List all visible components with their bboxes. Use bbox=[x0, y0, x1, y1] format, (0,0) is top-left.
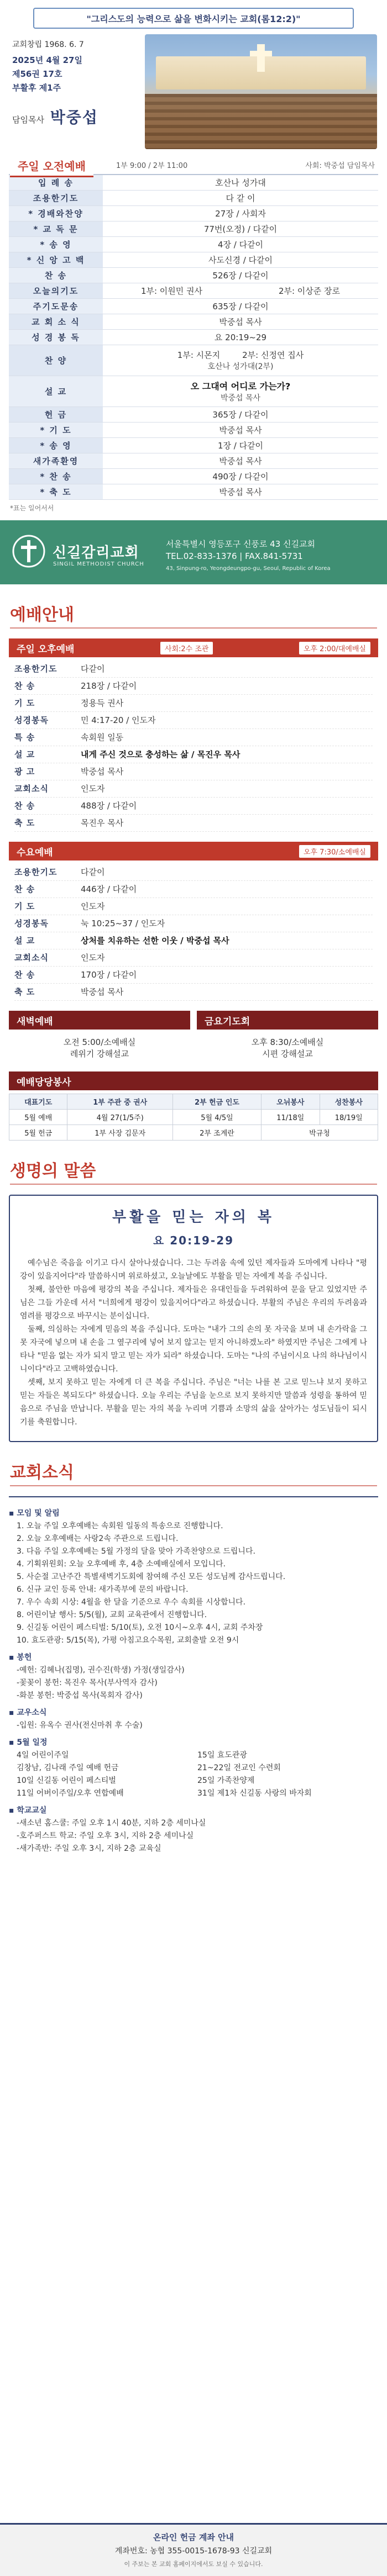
order-row: 새가족환영 박중섭 목사 bbox=[9, 453, 378, 469]
list-item: 교회소식 인도자 bbox=[14, 949, 373, 967]
news-heading: 교회소식 bbox=[0, 1442, 387, 1491]
list-item: 교회소식 인도자 bbox=[14, 780, 373, 798]
list-item: 8. 어린이날 행사: 5/5(월), 교회 교육관에서 진행합니다. bbox=[17, 1611, 207, 1619]
order-row: 입 례 송 호산나 성가대 bbox=[9, 175, 378, 191]
order-row: * 찬 송 490장 / 다같이 bbox=[9, 469, 378, 484]
paragraph: 예수님은 죽음을 이기고 다시 살아나셨습니다. 그는 두려움 속에 있던 제자들과 도마에게 나타나 "평강이 있을지어다"라 말씀하시며 위로하셨고, 오늘날에도 부활을 믿는 자에게 복을 주십니다. bbox=[20, 1259, 367, 1281]
schedule-grid: 4일 어린이주일 15일 효도관광 김창남, 김나래 주일 예배 헌금 21~22일 전교인 수련회 10일 신길동 어린이 페스티벌 25일 가족찬양제 11일 어버이주일/오후 연합예배 31일 제1차 신길동 사랑의 바자회 bbox=[17, 1751, 312, 1798]
list-item: 광 고 박중섭 목사 bbox=[14, 763, 373, 780]
main-service-leader: 사회: 박중섭 담임목사 bbox=[305, 162, 375, 170]
sermon-title: 오 그대여 어디로 가는가? bbox=[190, 381, 291, 392]
list-item: 6. 신규 교인 등록 안내: 새가족부에 문의 바랍니다. bbox=[17, 1585, 189, 1594]
list-item: 5. 사순절 고난주간 특별새벽기도회에 참여해 주신 모든 성도님께 감사드립니다. bbox=[17, 1572, 286, 1581]
order-row: 찬 양 1부: 시몬지 2부: 신정연 집사 호산나 성가대(2부) bbox=[9, 345, 378, 376]
sanctuary-photo bbox=[145, 34, 377, 149]
dawn-friday-row bbox=[9, 1011, 378, 1066]
order-row: * 신 앙 고 백 사도신경 / 다같이 bbox=[9, 252, 378, 268]
footer-note: 이 주보는 본 교회 홈페이지에서도 보실 수 있습니다. bbox=[124, 2561, 263, 2568]
pastor-name: 박중섭 bbox=[50, 108, 98, 126]
list-item: 축 도 목진우 목사 bbox=[14, 815, 373, 832]
church-address-english: 43, Sinpung-ro, Yeongdeungpo-gu, Seoul, Republic of Korea bbox=[166, 566, 331, 572]
church-motto: "그리스도의 능력으로 삶을 변화시키는 교회(롬12:2)" bbox=[33, 8, 354, 29]
church-name-english: SINGIL METHODIST CHURCH bbox=[53, 561, 144, 567]
list-item: 찬 송 446장 / 다같이 bbox=[14, 881, 373, 898]
church-logo-icon bbox=[12, 535, 45, 568]
church-address: 서울특별시 영등포구 신풍로 43 신길교회 bbox=[166, 539, 316, 549]
standing-note: *표는 일어서서 bbox=[10, 504, 54, 512]
order-of-worship bbox=[9, 174, 378, 500]
order-row: * 기 도 박중섭 목사 bbox=[9, 423, 378, 438]
list-item: -새소년 홈스쿨: 주일 오후 1시 40분, 지하 2층 세미나실 bbox=[17, 1819, 206, 1828]
order-row: 성 경 봉 독 요 20:19~29 bbox=[9, 330, 378, 345]
dawn-service: 새벽예배 오전 5:00/소예배실 레위기 강해설교 bbox=[9, 1011, 190, 1066]
paragraph: 둘째, 의심하는 자에게 믿음의 복을 주십니다. 도마는 "내가 그의 손의 못 자국을 보며 내 손가락을 그 못 자국에 넣으며 내 손을 그 옆구리에 넣어 보지 않고는 믿지 아니하겠노라" 하였지만 주님은 그에게 나타나 "믿음 없는 자가 되지 말고 믿는 자가 되라" 하셨습니다. 도마는 "나의 주님이시요 나의 하나님이시니이다"라고 고백하였습니다. bbox=[20, 1325, 367, 1374]
order-row: 조용한기도 다 같 이 bbox=[9, 191, 378, 206]
list-item: 9. 신길동 어린이 페스티벌: 5/10(토), 오전 10시~오후 4시, 교회 주차장 bbox=[17, 1623, 263, 1632]
friday-prayer: 금요기도회 오후 8:30/소예배실 시편 강해설교 bbox=[197, 1011, 378, 1066]
table-row: 5월 헌금 1부 사장 김문자 2부 조계란 박규청 bbox=[9, 1125, 378, 1141]
liturgical-season: 부활후 제1주 bbox=[12, 83, 61, 93]
list-item: 찬 송 488장 / 다같이 bbox=[14, 798, 373, 815]
order-row: * 송 영 1장 / 다같이 bbox=[9, 438, 378, 453]
list-item: 1. 오늘 주일 오후예배는 속회원 일동의 특송으로 진행합니다. bbox=[17, 1522, 223, 1530]
table-row: 5월 예배 4월 27(1/5주) 5월 4/5일 11/18일 18/19일 bbox=[9, 1110, 378, 1125]
order-row: 오늘의기도 1부: 이원민 권사 2부: 이상준 장로 bbox=[9, 283, 378, 299]
list-item: -입원: 유옥수 권사(전신마취 후 수술) bbox=[17, 1721, 143, 1730]
list-item: -꽃꽂이 봉헌: 목진우 목사(부사역자 감사) bbox=[17, 1678, 158, 1687]
list-item: -호주퍼스트 학교: 주일 오후 3시, 지하 2층 세미나실 bbox=[17, 1831, 194, 1840]
church-name: 신길감리교회 bbox=[53, 545, 139, 561]
main-service-time: 1부 9:00 / 2부 11:00 bbox=[116, 162, 188, 170]
offering-account-title: 온라인 헌금 계좌 안내 bbox=[153, 2532, 234, 2542]
order-row: * 경배와찬양 27장 / 사회자 bbox=[9, 206, 378, 221]
sermon-title: 부활을 믿는 자의 복 bbox=[112, 1209, 275, 1226]
main-service-heading bbox=[0, 152, 387, 174]
list-item: 성경봉독 눅 10:25~37 / 인도자 bbox=[14, 915, 373, 932]
sermon-verse: 요 20:19-29 bbox=[153, 1234, 234, 1247]
list-item: 축 도 박중섭 목사 bbox=[14, 984, 373, 1001]
order-row: * 교 독 문 77번(오정) / 다같이 bbox=[9, 221, 378, 237]
order-row: 헌 금 365장 / 다같이 bbox=[9, 407, 378, 423]
list-item: 찬 송 170장 / 다같이 bbox=[14, 967, 373, 984]
bulletin-footer bbox=[0, 2523, 387, 2576]
pastor-label: 담임목사 bbox=[12, 115, 44, 125]
church-banner bbox=[0, 520, 387, 584]
list-item: 7. 우수 속회 시상: 4월을 한 달을 기준으로 우수 속회를 시상합니다. bbox=[17, 1598, 246, 1607]
list-item: 특 송 속회원 일동 bbox=[14, 729, 373, 746]
list-item: 조용한기도 다같이 bbox=[14, 864, 373, 881]
worship-guide-heading: 예배안내 bbox=[0, 584, 387, 633]
pastor-line bbox=[12, 105, 139, 128]
order-row: 교 회 소 식 박중섭 목사 bbox=[9, 314, 378, 330]
list-item: 기 도 인도자 bbox=[14, 898, 373, 915]
order-row: 찬 송 526장 / 다같이 bbox=[9, 268, 378, 283]
offering-account-number: 계좌번호: 농협 355-0015-1678-93 신길교회 bbox=[114, 2547, 273, 2556]
list-item: 4. 기획위원회: 오늘 오후예배 후, 4층 소예배실에서 모입니다. bbox=[17, 1560, 226, 1569]
list-item: -예헌: 김혜나(집명), 권수진(학생) 가정(생일감사) bbox=[17, 1666, 185, 1675]
afternoon-service: 주일 오후예배 사회:2수 조관 오후 2:00/대예배실 조용한기도 다같이 찬 송 218장 / 다같이 기 도 정용득 권사 성경봉독 민 4:17-20 / 인도자 특 송 속회원 일동 설 교 내게 주신 것으로 충성하는 삶 / 목진우 목사 광 고 박중섭 목사 교회소식 인도자 찬 송 488장 / 다같이 축 도 목진우 목사 bbox=[9, 638, 378, 836]
list-item: -화분 봉헌: 박중섭 목사(목회자 감사) bbox=[17, 1691, 143, 1700]
church-news: ▪ 모임 및 알림 1. 오늘 주일 오후예배는 속회원 일동의 특송으로 진행합니다. 2. 오늘 오후예배는 사랑2속 주관으로 드립니다. 3. 다음 주일 오후예배는 5월 가정의 달을 맞아 가족찬양으로 드립니다. 4. 기획위원회: 오늘 오후예배 후, 4층 소예배실에서 모입니다. 5. 사순절 고난주간 특별새벽기도회에 참여해 주신 모든 성도님께 감사드립니다. 6. 신규 교인 등록 안내: 새가족부에 문의 바랍니다. 7. 우수 속회 시상: 4월을 한 달을 기준으로 우수 속회를 시상합니다. 8. 어린이날 행사: 5/5(월), 교회 교육관에서 진행합니다. 9. 신길동 어린이 페스티벌: 5/10(토), 오전 10시~오후 4시, 교회 주차장 10. 효도관광: 5/15(목), 가평 아침고요수목원, 교회출발 오전 9시 ▪ 봉헌 -예헌: 김혜나(집명), 권수진(학생) 가정(생일감사) -꽃꽂이 봉헌: 목진우 목사(부사역자 감사) -화분 봉헌: 박중섭 목사(목회자 감사) ▪ 교우소식 -입원: 유옥수 권사(전신마취 후 수술) ▪ 5월 일정 4일 어린이주일 15일 효도관광 김창남, 김나래 주일 예배 헌금 21~22일 전교인 수련회 10일 신길동 어린이 페스티벌 25일 가족찬양제 11일 어버이주일/오후 연합예배 31일 제1차 신길동 사랑의 바자회 ▪ 학교교실 -새소년 홈스쿨: 주일 오후 1시 40분, 지하 2층 세미나실 -호주퍼스트 학교: 주일 오후 3시, 지하 2층 세미나실 -새가족반: 주일 오후 3시, 지하 2층 교육실 bbox=[9, 1496, 378, 1855]
main-service-title: 주일 오전예배 bbox=[10, 155, 93, 177]
founded-date: 교회창립 1968. 6. 7 bbox=[12, 40, 84, 49]
list-item: 찬 송 218장 / 다같이 bbox=[14, 678, 373, 695]
list-item: 성경봉독 민 4:17-20 / 인도자 bbox=[14, 712, 373, 729]
sermon-body bbox=[9, 1195, 378, 1442]
bulletin-header bbox=[0, 0, 387, 152]
order-row: * 송 영 4장 / 다같이 bbox=[9, 237, 378, 252]
order-row: 설 교 오 그대여 어디로 가는가? 박중섭 목사 bbox=[9, 376, 378, 407]
list-item: 설 교 상처를 치유하는 선한 이웃 / 박중섭 목사 bbox=[14, 932, 373, 949]
service-team-table: 대표기도 1부 주관 중 권사 2부 헌금 인도 오뉘봉사 성찬봉사 5월 예배 4월 27(1/5주) 5월 4/5일 11/18일 18/19일 5월 헌금 1부 사장 김문자 2부 조계란 박규청 bbox=[9, 1094, 378, 1141]
service-team: 예배당당봉사 대표기도 1부 주관 중 권사 2부 헌금 인도 오뉘봉사 성찬봉사 5월 예배 4월 27(1/5주) 5월 4/5일 11/18일 18/19일 5월 헌금 1부 사장 김문자 2부 조계란 박규청 bbox=[9, 1071, 378, 1141]
list-item: -새가족반: 주일 오후 3시, 지하 2층 교육실 bbox=[17, 1844, 161, 1853]
issue-volume: 제56권 17호 bbox=[12, 69, 62, 79]
list-item: 기 도 정용득 권사 bbox=[14, 695, 373, 712]
paragraph: 첫째, 불안한 마음에 평강의 복을 주십니다. 제자들은 유대인들을 두려워하여 문을 닫고 있었지만 주님은 그들 가운데 서서 "너희에게 평강이 있을지어다"라고 하셨습니다. 부활의 주님은 우리의 두려움과 염려를 평강으로 바꾸시는 분이십니다. bbox=[20, 1285, 367, 1321]
list-item: 10. 효도관광: 5/15(목), 가평 아침고요수목원, 교회출발 오전 9시 bbox=[17, 1636, 239, 1645]
issue-date: 2025년 4월 27일 bbox=[12, 55, 82, 65]
church-phone: TEL.02-833-1376 | FAX.841-5731 bbox=[166, 551, 303, 561]
list-item: 조용한기도 다같이 bbox=[14, 661, 373, 678]
sermon-heading: 생명의 말씀 bbox=[0, 1141, 387, 1189]
order-row: * 축 도 박중섭 목사 bbox=[9, 484, 378, 500]
issue-info bbox=[12, 39, 139, 128]
list-item: 2. 오늘 오후예배는 사랑2속 주관으로 드립니다. bbox=[17, 1534, 179, 1543]
list-item: 설 교 내게 주신 것으로 충성하는 삶 / 목진우 목사 bbox=[14, 746, 373, 763]
list-item: 3. 다음 주일 오후예배는 5월 가정의 달을 맞아 가족찬양으로 드립니다. bbox=[17, 1547, 255, 1556]
wednesday-service: 수요예배 오후 7:30/소예배실 조용한기도 다같이 찬 송 446장 / 다같이 기 도 인도자 성경봉독 눅 10:25~37 / 인도자 설 교 상처를 치유하는 선한 이웃 / 박중섭 목사 교회소식 인도자 찬 송 170장 / 다같이 축 도 박중섭 목사 bbox=[9, 842, 378, 1005]
paragraph: 셋째, 보지 못하고 믿는 자에게 더 큰 복을 주십니다. 주님은 "너는 나를 본 고로 믿느냐 보지 못하고 믿는 자들은 복되도다" 하셨습니다. 오늘 우리는 주님을 눈으로 보지 못하지만 말씀과 성령을 통하여 믿음으로 주님을 만납니다. 부활을 믿는 자의 복을 누리며 기쁨과 소망의 삶을 살아가는 성도님들이 되시기를 축원합니다. bbox=[20, 1378, 367, 1427]
order-row: 주기도문송 635장 / 다같이 bbox=[9, 299, 378, 314]
